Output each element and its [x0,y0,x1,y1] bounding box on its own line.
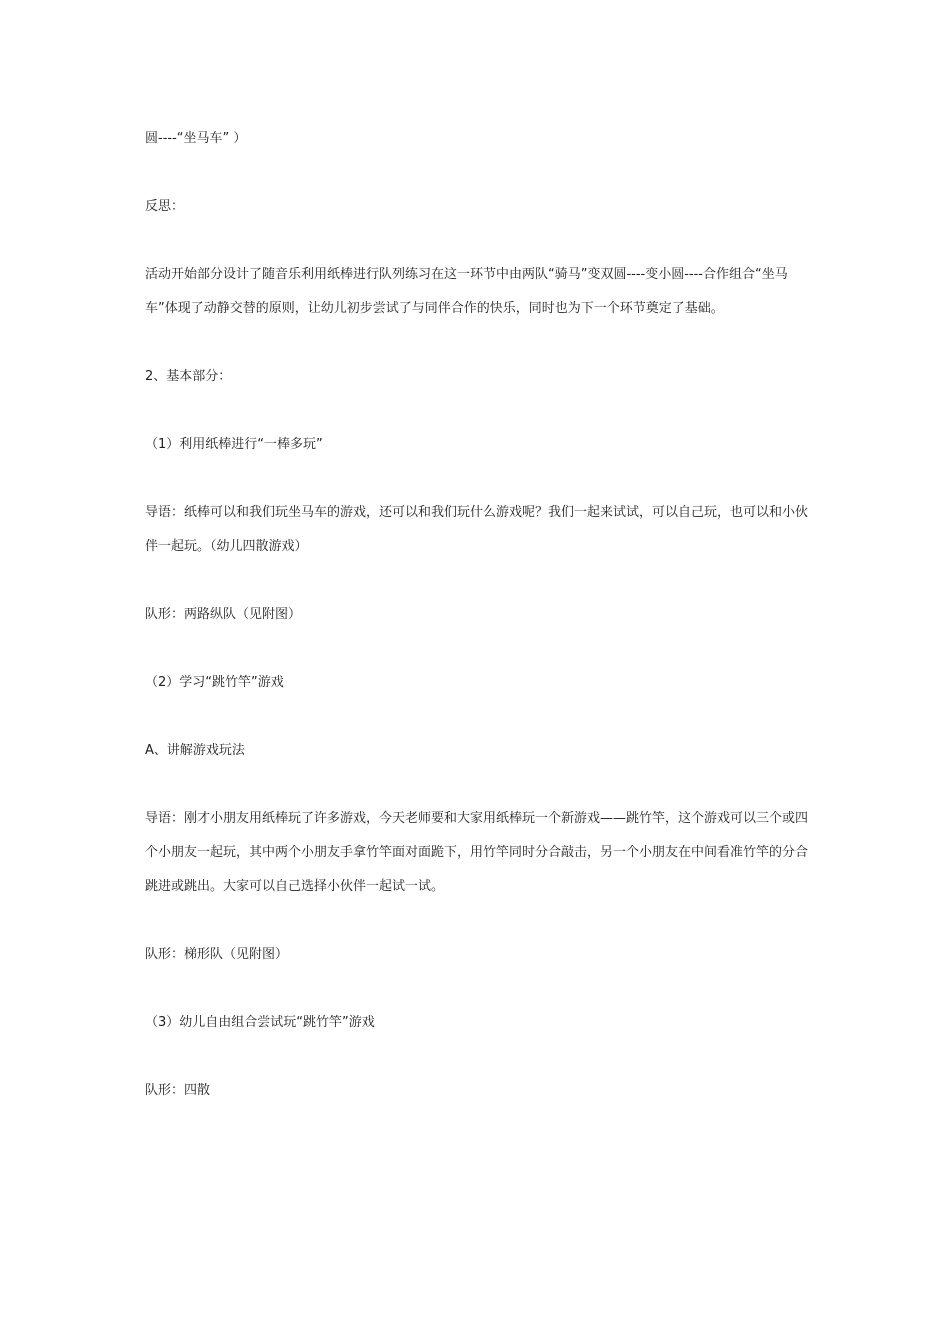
paragraph-step-1: （1）利用纸棒进行“一棒多玩” [145,437,323,452]
paragraph-reflection-heading: 反思： [145,199,185,214]
paragraph-formation-3: 队形：四散 [145,1083,211,1098]
paragraph-formation-2: 队形：梯形队（见附图） [145,947,289,962]
paragraph-formation-1: 队形：两路纵队（见附图） [145,607,302,622]
paragraph-reflection-text: 活动开始部分设计了随音乐利用纸棒进行队列练习在这一环节中由两队“骑马”变双圆----变小圆----合作组合“坐马车”体现了动静交替的原则，让幼儿初步尝试了与同伴合作的快乐，同时也为下一个环节奠定了基础。 [145,267,788,316]
paragraph-guide-1: 导语：纸棒可以和我们玩坐马车的游戏，还可以和我们玩什么游戏呢？我们一起来试试，可以自己玩，也可以和小伙伴一起玩。（幼儿四散游戏） [145,505,809,554]
paragraph-step-2: （2）学习“跳竹竿”游戏 [145,675,284,690]
document-body [145,122,810,1142]
paragraph-step-3: （3）幼儿自由组合尝试玩“跳竹竿”游戏 [145,1015,375,1030]
paragraph-continuation: 圆----“坐马车” ） [145,131,247,146]
paragraph-guide-2: 导语：刚才小朋友用纸棒玩了许多游戏，今天老师要和大家用纸棒玩一个新游戏——跳竹竿，这个游戏可以三个或四个小朋友一起玩，其中两个小朋友手拿竹竿面对面跪下，用竹竿同时分合敲击，另一个小朋友在中间看准竹竿的分合跳进或跳出。大家可以自己选择小伙伴一起试一试。 [145,811,809,894]
paragraph-section-basic: 2、基本部分： [145,369,232,384]
paragraph-step-2a: A、讲解游戏玩法 [145,743,245,758]
